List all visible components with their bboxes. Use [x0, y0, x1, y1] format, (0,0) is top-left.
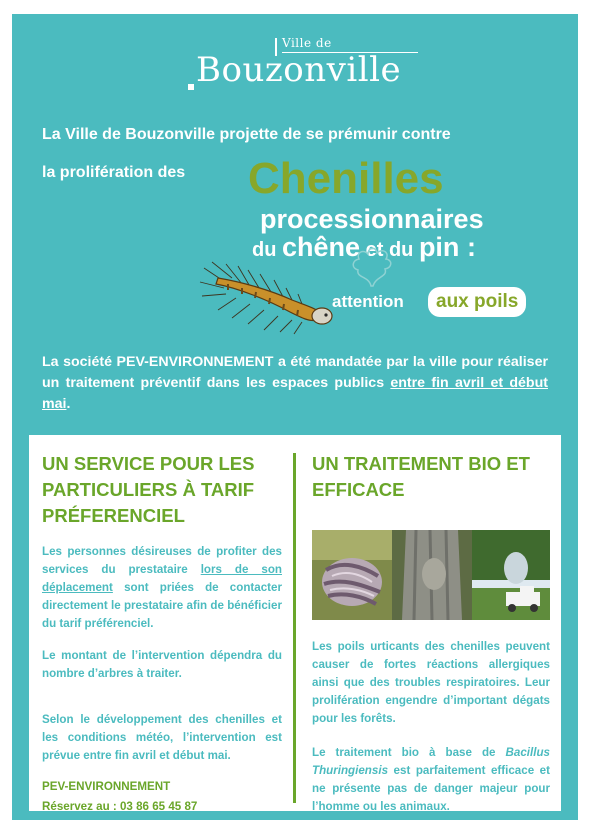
poster — [12, 14, 578, 820]
caterpillar-nest-photo-icon — [312, 530, 392, 620]
info-box — [29, 435, 561, 811]
caterpillar-icon — [198, 260, 336, 336]
title-et-du: et du — [360, 239, 419, 261]
right-p2-text-a: Le traitement bio à base de — [312, 746, 506, 759]
aux-poils-badge: aux poils — [428, 287, 526, 317]
mandate-text: La société PEV-ENVIRONNEMENT a été mandatée par la ville pour réaliser un traitement préventif dans les espaces publics — [42, 354, 548, 391]
oak-leaf-icon — [348, 244, 394, 288]
logo-dot — [188, 84, 194, 90]
title-chene: chêne — [282, 232, 361, 262]
left-paragraph-1 — [42, 543, 282, 633]
title-pin: pin — [418, 232, 460, 262]
town-logo — [188, 36, 428, 96]
mandate-dates: entre fin avril et début mai — [42, 375, 548, 412]
tree-trunk-photo-icon — [392, 530, 472, 620]
mandate-paragraph — [42, 352, 548, 415]
contact-name: PEV-ENVIRONNEMENT — [42, 780, 171, 793]
intro-line-1: La Ville de Bouzonville projette de se prémunir contre — [42, 126, 451, 143]
left-paragraph-3: Selon le développement des chenilles et les conditions météo, l’intervention est prévue entre fin avril et début mai. — [42, 713, 282, 762]
title-colon: : — [459, 232, 476, 262]
right-column-title: UN TRAITEMENT BIO ET EFFICACE — [312, 453, 530, 500]
contact-block — [42, 777, 197, 817]
spraying-truck-photo-icon — [472, 530, 550, 620]
left-column-title: UN SERVICE POUR LES PARTICULIERS À TARIF PRÉFERENCIEL — [42, 453, 255, 526]
contact-phone: Réservez au : 03 86 65 45 87 — [42, 800, 198, 813]
logo-small-text: Ville de — [282, 36, 332, 50]
right-paragraph-2 — [312, 744, 550, 816]
column-divider — [293, 453, 296, 803]
photo-strip — [312, 530, 550, 620]
title-chenilles: Chenilles — [248, 154, 444, 203]
left-p1-underlined: lors de son déplacement — [42, 563, 282, 594]
intro-line-2: la prolifération des — [42, 164, 186, 181]
right-p2-species: Bacillus Thuringiensis — [312, 746, 550, 777]
mandate-end: . — [66, 396, 71, 412]
attention-text: attention — [332, 292, 404, 311]
right-paragraph-1: Les poils urticants des chenilles peuvent causer de fortes réactions allergiques ainsi que des troubles respiratoires. Leur prolifération engendre d’important dégats pour les forêts. — [312, 640, 550, 725]
left-p1-text-b: sont priées de contacter directement le prestataire afin de bénéficier du tarif préférenciel. — [42, 581, 282, 630]
left-p1-text-a: Les personnes désireuses de profiter des services du prestataire — [42, 545, 282, 576]
title-processionnaires: processionnaires — [260, 204, 484, 234]
left-paragraph-2: Le montant de l’intervention dépendra du nombre d’arbres à traiter. — [42, 649, 282, 680]
title-du: du — [252, 239, 282, 261]
right-p2-text-b: est parfaitement efficace et ne présente pas de danger majeur pour l’homme ou les animaux. — [312, 764, 550, 813]
logo-name: Bouzonville — [196, 50, 402, 90]
